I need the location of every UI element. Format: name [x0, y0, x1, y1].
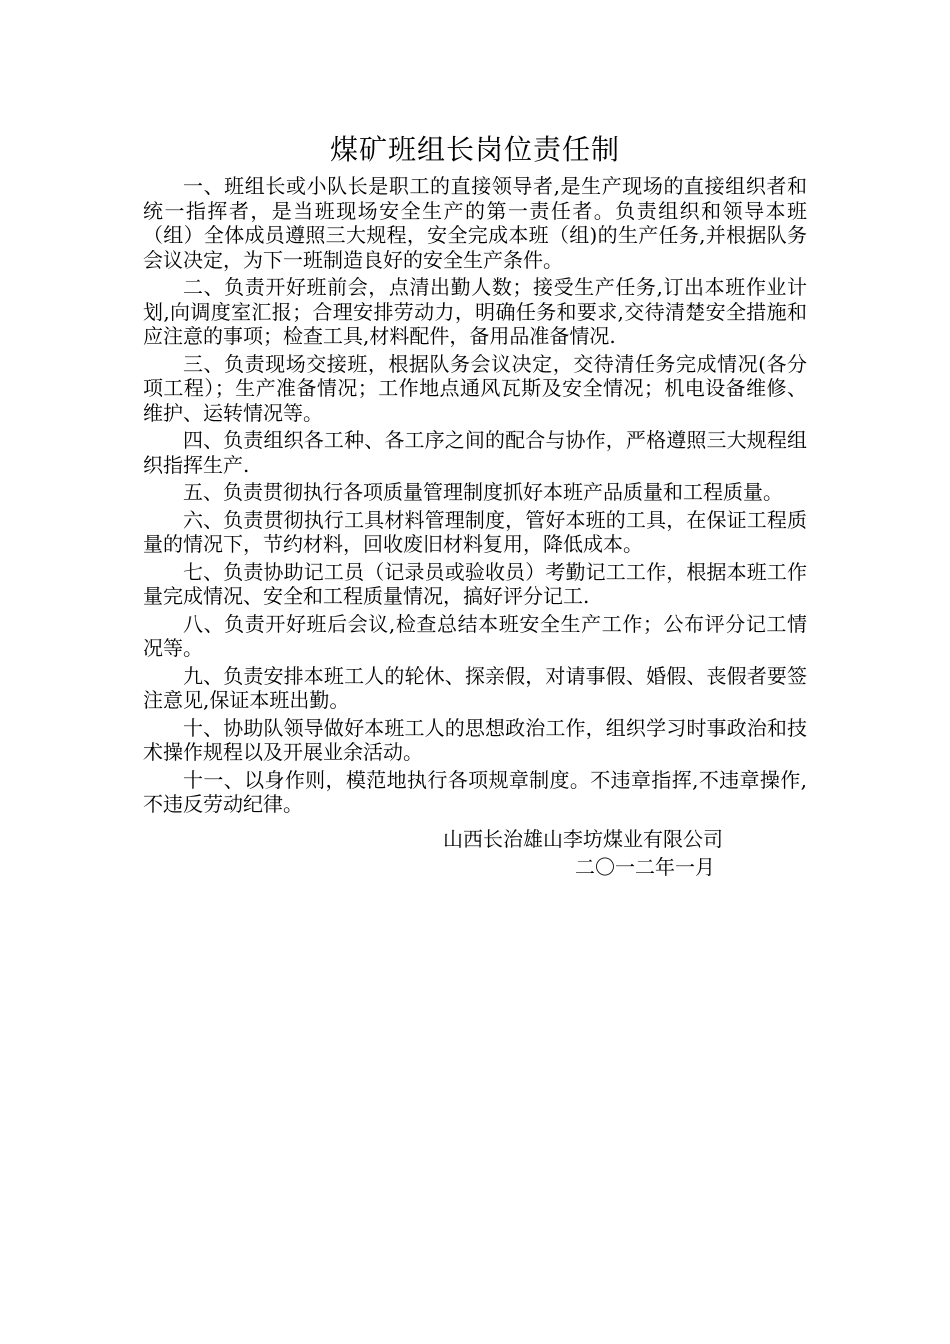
- document-title: 煤矿班组长岗位责任制: [329, 133, 620, 166]
- paragraph-7: 七、负责协助记工员（记录员或验收员）考勤记工工作，根据本班工作量完成情况、安全和工程质量情况，搞好评分记工.: [143, 559, 807, 608]
- company-name: 山西长治雄山李坊煤业有限公司: [443, 826, 723, 851]
- paragraph-11: 十一、以身作则，模范地执行各项规章制度。不违章指挥,不违章操作,不违反劳动纪律。: [143, 767, 807, 816]
- paragraph-4: 四、负责组织各工种、各工序之间的配合与协作，严格遵照三大规程组织指挥生产.: [143, 428, 807, 477]
- paragraph-2: 二、负责开好班前会，点清出勤人数；接受生产任务,订出本班作业计划,向调度室汇报；合理安排劳动力，明确任务和要求,交待清楚安全措施和应注意的事项；检查工具,材料配件，备用品准备情况.: [143, 275, 807, 348]
- paragraph-8: 八、负责开好班后会议,检查总结本班安全生产工作；公布评分记工情况等。: [143, 611, 807, 660]
- paragraph-9: 九、负责安排本班工人的轮休、探亲假，对请事假、婚假、丧假者要签注意见,保证本班出勤。: [143, 663, 807, 712]
- signature-block: [143, 825, 807, 881]
- document-date: 二〇一二年一月: [575, 854, 715, 879]
- paragraph-5: 五、负责贯彻执行各项质量管理制度抓好本班产品质量和工程质量。: [183, 480, 783, 504]
- paragraph-6: 六、负责贯彻执行工具材料管理制度，管好本班的工具，在保证工程质量的情况下，节约材料，回收废旧材料复用，降低成本。: [143, 507, 807, 556]
- paragraph-10: 十、协助队领导做好本班工人的思想政治工作，组织学习时事政治和技术操作规程以及开展业余活动。: [143, 715, 807, 764]
- paragraph-3: 三、负责现场交接班，根据队务会议决定，交待清任务完成情况(各分项工程）；生产准备情况；工作地点通风瓦斯及安全情况；机电设备维修、维护、运转情况等。: [143, 351, 807, 425]
- paragraph-1: 一、班组长或小队长是职工的直接领导者,是生产现场的直接组织者和统一指挥者，是当班现场安全生产的第一责任者。负责组织和领导本班（组）全体成员遵照三大规程，安全完成本班（组)的生产任务,并根据队务会议决定，为下一班制造良好的安全生产条件。: [143, 174, 807, 272]
- document-page: [143, 128, 807, 881]
